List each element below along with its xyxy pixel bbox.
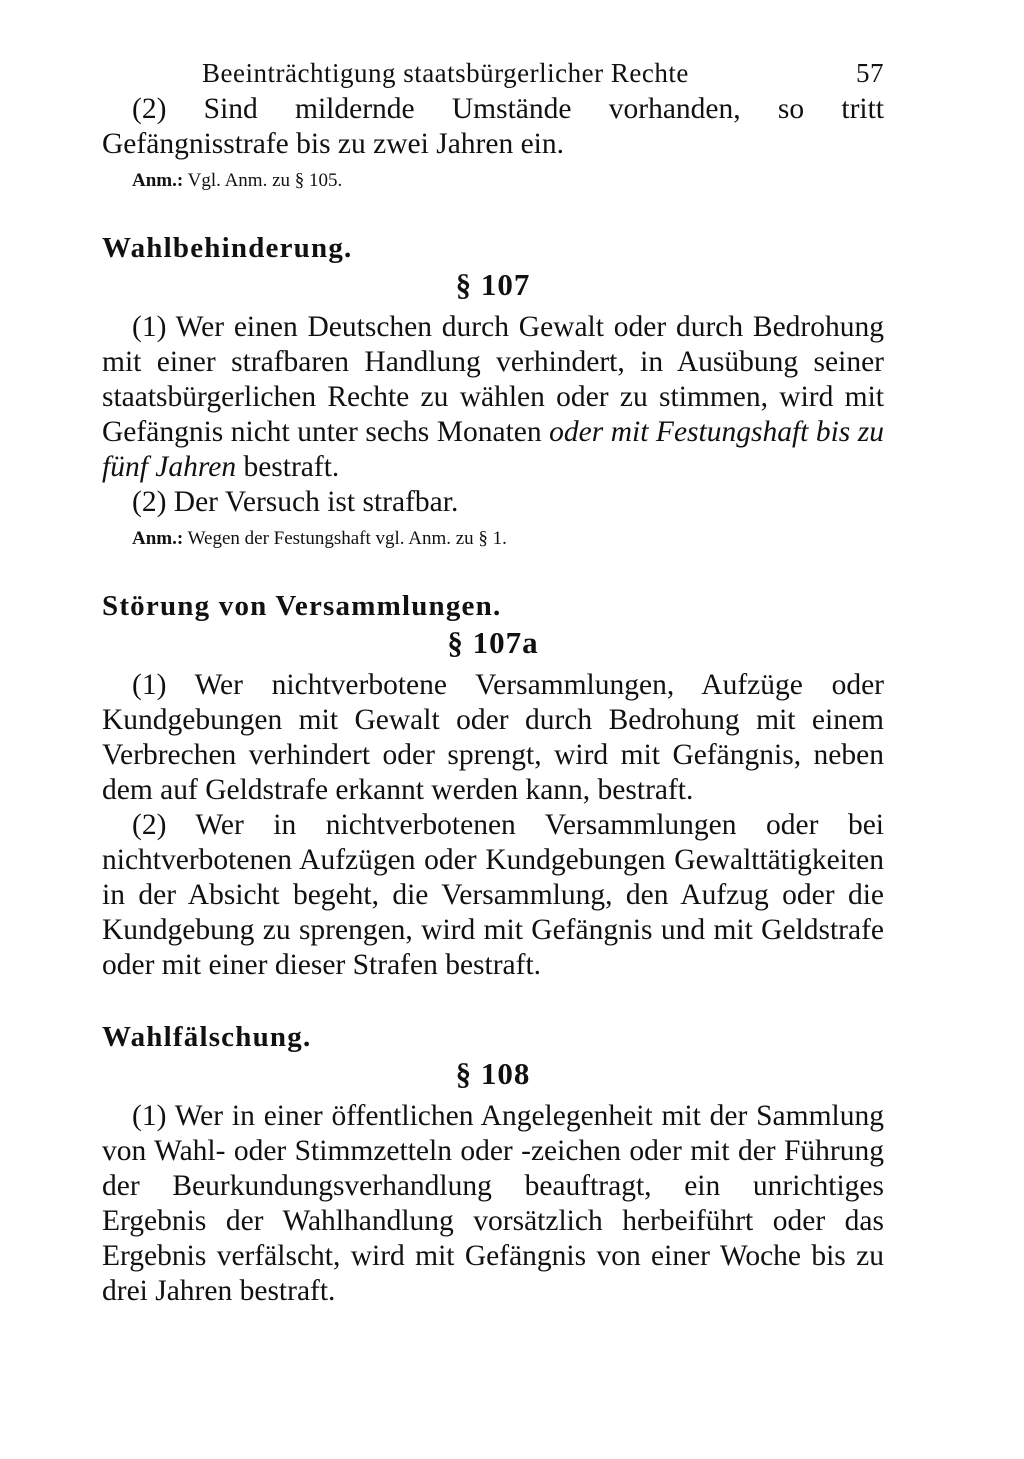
s107-heading: Wahlbehinderung. bbox=[102, 232, 353, 264]
s107a-paragraph-2: (2) Wer in nichtverbotenen Versammlungen oder bei nichtverbotenen Aufzügen oder Kundgebungen Gewalttätigkeiten in der Absicht begeht, die Versammlung, den Aufzug oder die Kundgebung zu sprengen, wird mit Gefängnis und mit Geldstrafe oder mit einer dieser Strafen bestraft. bbox=[102, 809, 884, 981]
running-title: Beeinträchtigung staatsbürgerlicher Rechte bbox=[202, 58, 689, 88]
s107-paragraph-1 bbox=[102, 310, 884, 485]
s107a-number: § 107a bbox=[447, 625, 539, 660]
s107-annotation bbox=[102, 526, 884, 552]
s108-number: § 108 bbox=[455, 1056, 531, 1091]
s107-para1-italic: oder mit Festungshaft bis zu fünf Jahren bbox=[102, 416, 884, 483]
s106-annotation bbox=[102, 168, 884, 194]
s107-para1-start: (1) Wer einen Deutschen durch Gewalt oder durch Bedrohung mit einer strafbaren Handlung verhindert, in Ausübung seiner staatsbürgerlichen Rechte zu wählen oder zu stimmen, wird mit Gefängnis nicht unter sechs Monaten bbox=[102, 311, 884, 448]
annotation-label: Anm.: bbox=[132, 528, 184, 549]
s107-para1-end: bestraft. bbox=[243, 451, 340, 483]
running-head bbox=[102, 52, 884, 92]
s108-paragraph-1: (1) Wer in einer öffentlichen Angelegenheit mit der Sammlung von Wahl- oder Stimmzetteln oder -zeichen oder mit der Führung der Beurkundungsverhandlung beauftragt, ein unrichtiges Ergebnis der Wahlhandlung vorsätzlich herbeiführt oder das Ergebnis verfälscht, wird mit Gefängnis von einer Woche bis zu drei Jahren bestraft. bbox=[102, 1100, 884, 1307]
s106-paragraph-2: (2) Sind mildernde Umstände vorhanden, so tritt Gefängnisstrafe bis zu zwei Jahren ein. bbox=[102, 93, 884, 160]
s107-paragraph-2: (2) Der Versuch ist strafbar. bbox=[132, 486, 459, 518]
s107a-heading: Störung von Versammlungen. bbox=[102, 590, 502, 622]
book-page bbox=[102, 52, 884, 1309]
annotation-label: Anm.: bbox=[132, 170, 184, 191]
s107a-paragraph-1: (1) Wer nichtverbotene Versammlungen, Aufzüge oder Kundgebungen mit Gewalt oder durch Bedrohung mit einem Verbrechen verhindert oder sprengt, wird mit Gefängnis, neben dem auf Geldstrafe erkannt werden kann, bestraft. bbox=[102, 669, 884, 806]
annotation-text: Wegen der Festungshaft vgl. Anm. zu § 1. bbox=[187, 528, 507, 549]
s107-number: § 107 bbox=[455, 267, 531, 302]
annotation-text: Vgl. Anm. zu § 105. bbox=[187, 170, 343, 191]
page-number: 57 bbox=[856, 58, 884, 88]
s108-heading: Wahlfälschung. bbox=[102, 1021, 312, 1053]
